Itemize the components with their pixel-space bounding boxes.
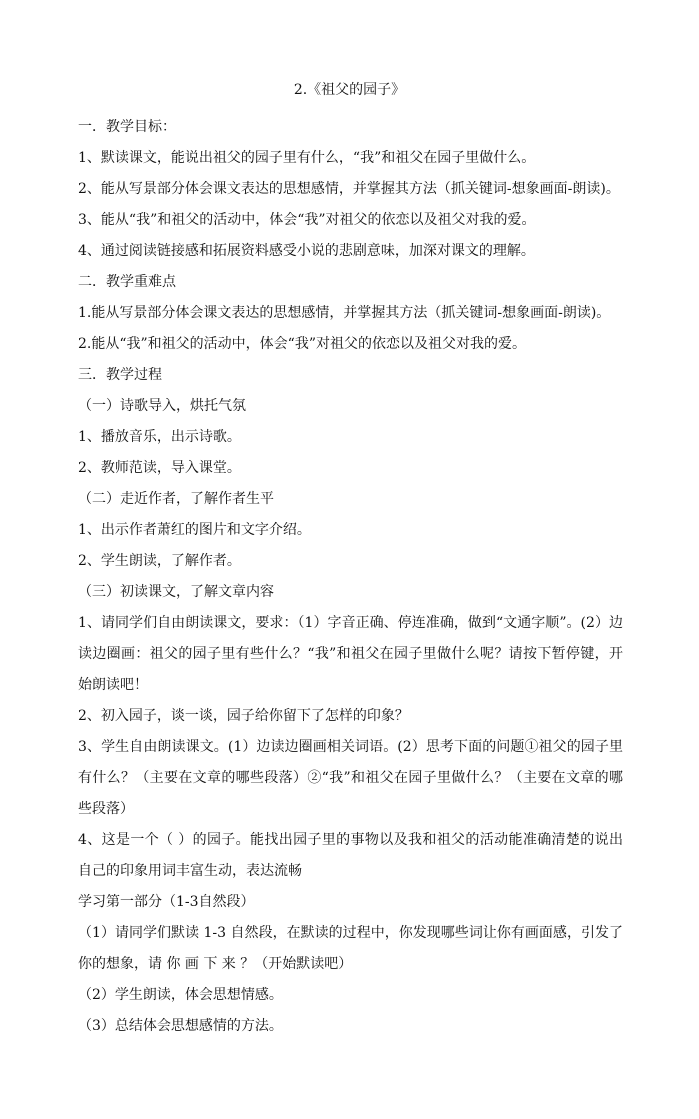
paragraph: （3）总结体会思想感情的方法。: [78, 1018, 283, 1034]
subsection-heading: （三）初读课文，了解文章内容: [78, 584, 274, 600]
subsection-heading: 学习第一部分（1-3自然段）: [78, 894, 255, 910]
paragraph: 2、能从写景部分体会课文表达的思想感情，并掌握其方法（抓关键词-想象画面-朗读)。: [78, 181, 620, 197]
paragraph: 1、出示作者萧红的图片和文字介绍。: [78, 522, 311, 538]
paragraph: 1.能从写景部分体会课文表达的思想感情，并掌握其方法（抓关键词-想象画面-朗读)。: [78, 305, 611, 321]
section-heading-objectives: 一．教学目标：: [78, 119, 176, 135]
paragraph: 1、播放音乐，出示诗歌。: [78, 429, 241, 445]
paragraph: 3、学生自由朗读课文。(1）边读边圈画相关词语。(2）思考下面的问题①祖父的园子里有什么？（主要在文章的哪些段落）②“我”和祖父在园子里做什么？（主要在文章的哪些段落）: [78, 739, 623, 817]
paragraph: 1、默读课文，能说出祖父的园子里有什么，“我”和祖父在园子里做什么。: [78, 150, 536, 166]
paragraph: 2、教师范读，导入课堂。: [78, 460, 241, 476]
paragraph: 4、这是一个（ ）的园子。能找出园子里的事物以及我和祖父的活动能准确清楚的说出自己的印象用词丰富生动，表达流畅: [78, 832, 623, 879]
paragraph: 1、请同学们自由朗读课文，要求：（1）字音正确、停连准确，做到“文通字顺”。(2）边读边圈画：祖父的园子里有些什么？“我”和祖父在园子里做什么呢？请按下暂停键，开始朗读吧！: [78, 615, 623, 693]
section-heading-key-points: 二．教学重难点: [78, 274, 176, 290]
document-title: 2.《祖父的园子》: [293, 82, 406, 98]
paragraph: 2、学生朗读，了解作者。: [78, 553, 241, 569]
paragraph: 3、能从“我”和祖父的活动中，体会“我”对祖父的依恋以及祖父对我的爱。: [78, 212, 536, 228]
section-heading-process: 三．教学过程: [78, 367, 162, 383]
paragraph: （2）学生朗读，体会思想情感。: [78, 987, 283, 1003]
document-body: [78, 112, 623, 1042]
paragraph: 4、通过阅读链接感和拓展资料感受小说的悲剧意味，加深对课文的理解。: [78, 243, 535, 259]
paragraph: 2、初入园子，谈一谈，园子给你留下了怎样的印象？: [78, 708, 409, 724]
subsection-heading: （一）诗歌导入，烘托气氛: [78, 398, 246, 414]
paragraph: （1）请同学们默读 1-3 自然段，在默读的过程中，你发现哪些词让你有画面感，引发了你的想象，请 你 画 下 来 ？（开始默读吧）: [78, 925, 623, 972]
paragraph: 2.能从“我”和祖父的活动中，体会“我”对祖父的依恋以及祖父对我的爱。: [78, 336, 526, 352]
subsection-heading: （二）走近作者，了解作者生平: [78, 491, 274, 507]
